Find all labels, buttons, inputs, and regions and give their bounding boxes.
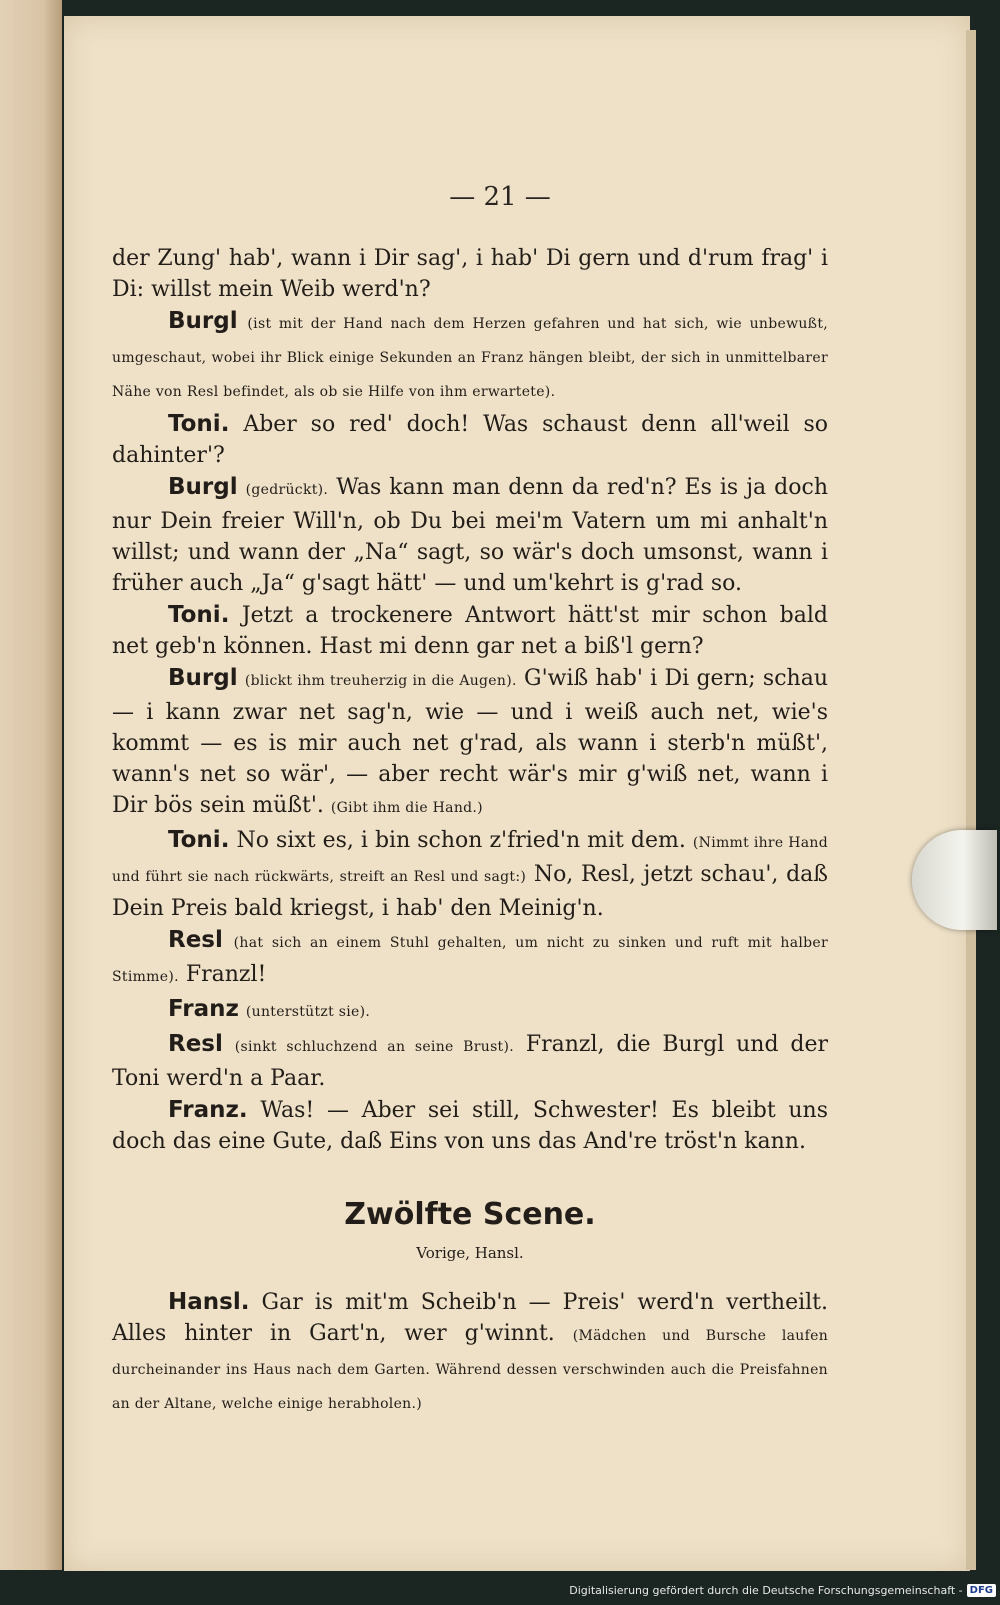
stage-direction: (unterstützt sie).	[245, 1004, 371, 1020]
dialogue-paragraph	[112, 472, 828, 599]
page-number: — 21 —	[449, 182, 551, 212]
dfg-logo: DFG	[967, 1584, 996, 1597]
scene-persons: Vorige, Hansl.	[416, 1244, 524, 1262]
book-right-edge	[966, 30, 976, 1570]
dialogue-paragraph	[112, 409, 828, 471]
speaker-name: Franz	[168, 996, 239, 1022]
stage-direction: (Gibt ihm die Hand.)	[330, 800, 483, 816]
stage-direction: (hat sich an einem Stuhl gehalten, um nicht zu sinken und ruft mit halber Stimme).	[112, 935, 828, 985]
spoken-text: Was kann man denn da red'n? Es is ja doch nur Dein freier Will'n, ob Du bei mei'm Vatern um mi anhalt'n willst; und wann der „Na“ sagt, so wär's doch umsonst, wann i früher auch „Ja“ g'sagt hätt' — und um'kehrt is g'rad so.	[112, 475, 828, 596]
dialogue-block-2	[112, 1287, 828, 1420]
stage-direction: (ist mit der Hand nach dem Herzen gefahren und hat sich, wie unbewußt, umgeschaut, wobei ihr Blick einige Sekunden an Franz hängen bleibt, der sich in unmittelbarer Nähe von Resl befindet, als ob sie Hilfe von ihm erwartete).	[112, 316, 828, 400]
dialogue-paragraph	[112, 663, 828, 824]
speaker-name: Resl	[168, 1031, 223, 1057]
footer-text: Digitalisierung gefördert durch die Deutsche Forschungsgemeinschaft -	[569, 1583, 963, 1597]
speaker-name: Resl	[168, 927, 223, 953]
speaker-name: Toni.	[168, 827, 230, 853]
page-text	[112, 243, 828, 1421]
speaker-name: Burgl	[168, 474, 238, 500]
dialogue-paragraph	[112, 1287, 828, 1420]
speaker-name: Burgl	[168, 665, 238, 691]
speaker-name: Toni.	[168, 602, 230, 628]
spoken-text: Franzl, die Burgl und der Toni werd'n a Paar.	[112, 1032, 829, 1091]
spoken-text: Franzl!	[185, 962, 267, 987]
dialogue-paragraph	[112, 600, 828, 662]
speaker-name: Burgl	[168, 308, 238, 334]
stage-direction: (sinkt schluchzend an seine Brust).	[234, 1039, 514, 1055]
spoken-text: Was! — Aber sei still, Schwester! Es bleibt uns doch das eine Gute, daß Eins von uns das And're tröst'n kann.	[112, 1098, 828, 1154]
speaker-name: Hansl.	[168, 1289, 250, 1315]
dialogue-paragraph	[112, 825, 828, 924]
dialogue-paragraph	[112, 925, 828, 993]
dialogue-paragraph	[112, 306, 828, 408]
footer-credit	[569, 1581, 996, 1599]
spoken-text: der Zung' hab', wann i Dir sag', i hab' Di gern und d'rum frag' i Di: willst mein Weib werd'n?	[112, 246, 828, 302]
stage-direction: (Mädchen und Bursche laufen durcheinander ins Haus nach dem Garten. Während dessen verschwinden auch die Preisfahnen an der Altane, welche einige herabholen.)	[112, 1328, 829, 1412]
dialogue-paragraph	[112, 1095, 828, 1157]
spoken-text: No sixt es, i bin schon z'fried'n mit dem.	[236, 828, 686, 853]
dialogue-paragraph	[112, 1029, 828, 1094]
stage-direction: (Nimmt ihre Hand und führt sie nach rückwärts, streift an Resl und sagt:)	[112, 835, 829, 885]
scene-title: Zwölfte Scene.	[344, 1197, 596, 1232]
spoken-text: G'wiß hab' i Di gern; schau — i kann zwar net sag'n, wie — und i weiß auch net, wie's kommt — es is mir auch net g'rad, als wann i sterb'n müßt', wann's net so wär', — aber recht wär's mir g'wiß net, wann i Dir bös sein müßt'.	[112, 666, 828, 818]
dialogue-block-1	[112, 243, 828, 1157]
stage-direction: (gedrückt).	[245, 482, 329, 498]
spoken-text: Jetzt a trockenere Antwort hätt'st mir schon bald net geb'n können. Hast mi denn gar net a biß'l gern?	[112, 603, 828, 659]
spoken-text: Aber so red' doch! Was schaust denn all'weil so dahinter'?	[112, 412, 828, 468]
dialogue-paragraph	[112, 243, 828, 305]
book-left-edge	[0, 0, 62, 1570]
speaker-name: Toni.	[168, 411, 230, 437]
spoken-text: Gar is mit'm Scheib'n — Preis' werd'n vertheilt. Alles hinter in Gart'n, wer g'winnt.	[112, 1290, 828, 1346]
stage-direction: (blickt ihm treuherzig in die Augen).	[244, 673, 517, 689]
spoken-text: No, Resl, jetzt schau', daß Dein Preis bald kriegst, i hab' den Meinig'n.	[112, 862, 828, 921]
dialogue-paragraph	[112, 994, 828, 1028]
speaker-name: Franz.	[168, 1097, 248, 1123]
